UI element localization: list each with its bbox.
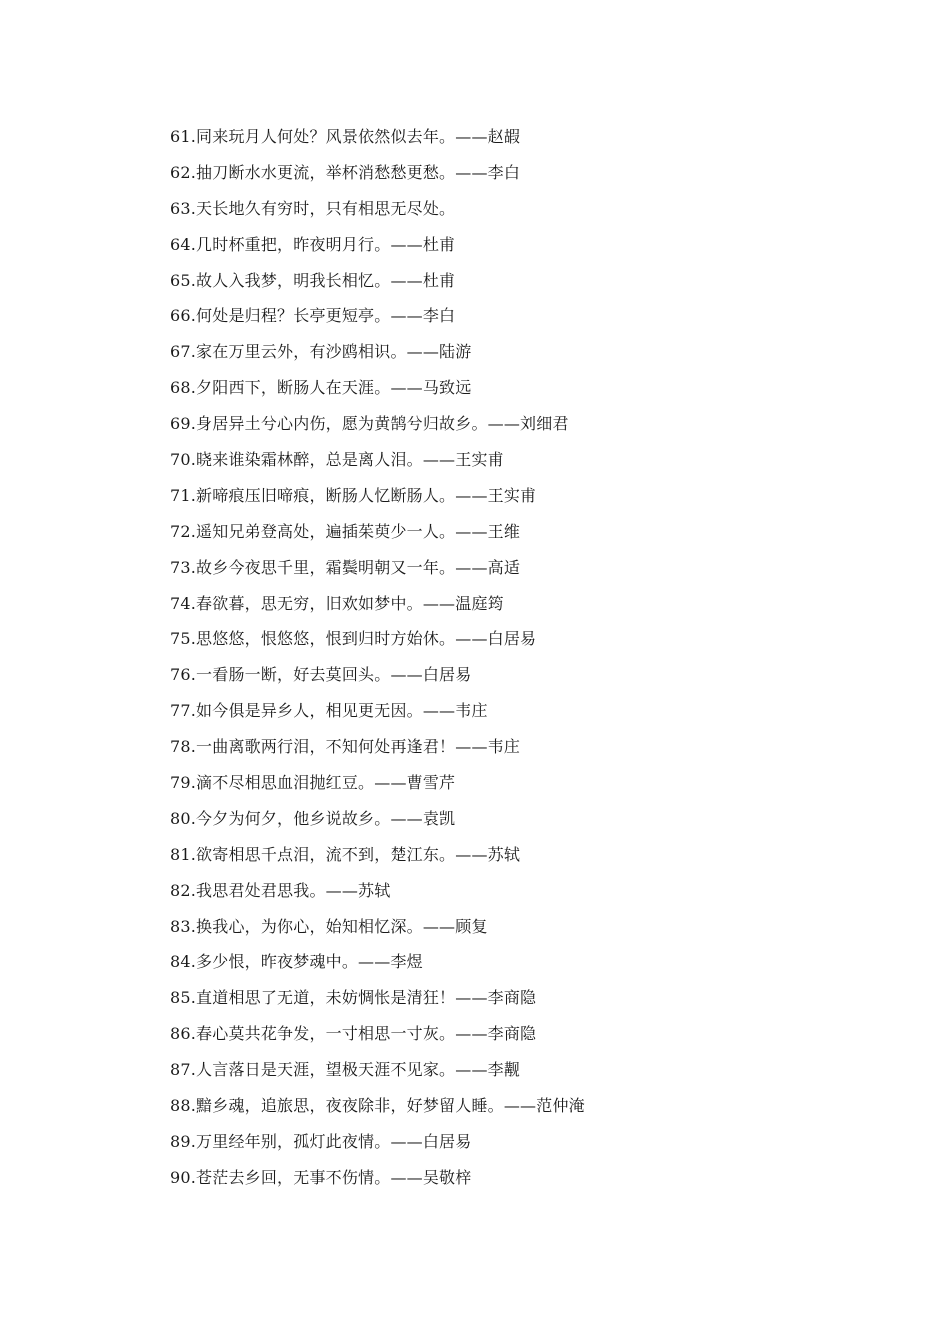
quote-line: 64.几时杯重把，昨夜明月行。——杜甫 [170, 234, 456, 254]
quote-line: 63.天长地久有穷时，只有相思无尽处。 [170, 198, 456, 218]
quote-line: 62.抽刀断水水更流，举杯消愁愁更愁。——李白 [170, 162, 521, 182]
quote-line: 67.家在万里云外，有沙鸥相识。——陆游 [170, 342, 472, 362]
quote-line: 73.故乡今夜思千里，霜鬓明朝又一年。——高适 [170, 557, 521, 577]
quote-line: 83.换我心，为你心，始知相忆深。——顾复 [170, 916, 488, 936]
quote-line: 90.苍茫去乡回，无事不伤情。——吴敬梓 [170, 1167, 472, 1187]
quote-line: 85.直道相思了无道，未妨惆怅是清狂！——李商隐 [170, 988, 537, 1008]
quote-line: 69.身居异土兮心内伤，愿为黄鹄兮归故乡。——刘细君 [170, 414, 569, 434]
quote-line: 88.黯乡魂，追旅思，夜夜除非，好梦留人睡。——范仲淹 [170, 1096, 585, 1116]
quote-list [170, 124, 585, 1201]
quote-line: 79.滴不尽相思血泪抛红豆。——曹雪芹 [170, 773, 456, 793]
quote-line: 81.欲寄相思千点泪，流不到，楚江东。——苏轼 [170, 844, 521, 864]
quote-line: 65.故人入我梦，明我长相忆。——杜甫 [170, 270, 456, 290]
quote-line: 70.晓来谁染霜林醉，总是离人泪。——王实甫 [170, 450, 504, 470]
quote-line: 77.如今俱是异乡人，相见更无因。——韦庄 [170, 701, 488, 721]
quote-line: 86.春心莫共花争发，一寸相思一寸灰。——李商隐 [170, 1024, 537, 1044]
quote-line: 87.人言落日是天涯，望极天涯不见家。——李觏 [170, 1060, 521, 1080]
quote-line: 78.一曲离歌两行泪，不知何处再逢君！——韦庄 [170, 737, 521, 757]
quote-line: 61.同来玩月人何处？风景依然似去年。——赵嘏 [170, 127, 521, 146]
quote-line: 80.今夕为何夕，他乡说故乡。——袁凯 [170, 808, 456, 828]
quote-line: 75.思悠悠，恨悠悠，恨到归时方始休。——白居易 [170, 629, 537, 649]
quote-line: 82.我思君处君思我。——苏轼 [170, 880, 391, 900]
quote-line: 76.一看肠一断，好去莫回头。——白居易 [170, 665, 472, 685]
quote-line: 71.新啼痕压旧啼痕，断肠人忆断肠人。——王实甫 [170, 485, 537, 505]
quote-line: 72.遥知兄弟登高处，遍插茱萸少一人。——王维 [170, 521, 521, 541]
quote-line: 89.万里经年别，孤灯此夜情。——白居易 [170, 1131, 472, 1151]
quote-line: 66.何处是归程？长亭更短亭。——李白 [170, 306, 456, 326]
quote-line: 84.多少恨，昨夜梦魂中。——李煜 [170, 952, 423, 972]
quote-line: 68.夕阳西下，断肠人在天涯。——马致远 [170, 378, 472, 398]
quote-line: 74.春欲暮，思无穷，旧欢如梦中。——温庭筠 [170, 593, 504, 613]
